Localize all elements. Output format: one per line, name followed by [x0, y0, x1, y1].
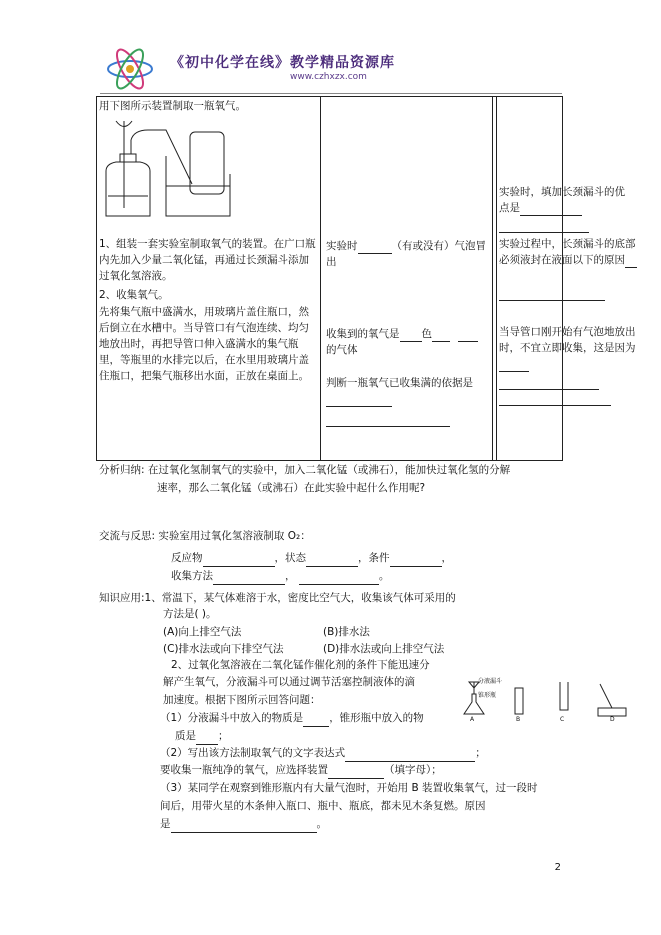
answer-blank[interactable]: [432, 341, 450, 342]
question-bubble-timing: [499, 324, 639, 372]
question-bubble-timing-text: 当导管口刚开始有气泡地放出时，不宜立即收集，这是因为: [499, 326, 636, 354]
answer-blank[interactable]: [520, 215, 582, 216]
question-liquid-seal-text: 实验过程中，长颈漏斗的底部必须液封在液面以下的原因: [499, 238, 636, 266]
state-label: ，状态: [274, 552, 306, 564]
answer-blank[interactable]: [400, 341, 422, 342]
procedure-step-2-body: 先将集气瓶中盛满水，用玻璃片盖住瓶口，然后倒立在水槽中。当导管口有气泡连续、均匀地放出时，再把导管口伸入盛满水的集气瓶里，等瓶里的水排完以后，在水里用玻璃片盖住瓶口，把集气瓶移出水面，正放在桌面上。: [99, 306, 309, 382]
collect-label: 收集方法: [171, 570, 213, 582]
observation-full-text: 判断一瓶氧气已收集满的依据是: [326, 377, 473, 389]
knowledge-s2-cont: [160, 761, 442, 779]
analysis-text-1: 在过氧化氢制氧气的实验中，加入二氧化锰（或沸石），能加快过氧化氢的分解: [147, 464, 511, 476]
reflection-label: 交流与反思:: [99, 530, 156, 542]
knowledge-s1-d: ；: [218, 730, 229, 742]
answer-line[interactable]: [499, 300, 605, 301]
knowledge-q1-text: 1、常温下，某气体难溶于水，密度比空气大，收集该气体可采用的: [144, 592, 456, 604]
question-funnel-advantage: [499, 184, 635, 216]
observation-bubbles-a: 实验时: [326, 240, 358, 252]
banner-url: www.czhxzx.com: [290, 72, 367, 82]
atom-logo-icon: [100, 47, 160, 91]
knowledge-s3-cont: [160, 815, 327, 833]
reason-blank[interactable]: [171, 832, 317, 833]
page-number: 2: [554, 862, 561, 873]
option-a[interactable]: (A)向上排空气法: [163, 626, 242, 638]
observation-bubbles: [326, 238, 492, 270]
knowledge-s1: [160, 709, 424, 727]
analysis-line-1: [99, 461, 510, 479]
apparatus-abcd-figure: [460, 676, 630, 726]
banner-title: 《初中化学在线》教学精品资源库: [170, 55, 395, 71]
knowledge-s3-c: 是: [160, 818, 171, 830]
knowledge-q2-line-2: 解产生氧气，分液漏斗可以通过调节活塞控制液体的滴: [163, 676, 415, 688]
column-divider: [496, 96, 497, 461]
collect-blank-1[interactable]: [213, 584, 285, 585]
figure-label-d: D: [610, 716, 615, 723]
reflection-intro-text: 实验室用过氧化氢溶液制取 O₂：: [158, 530, 311, 542]
figure-label-a: A: [470, 716, 475, 723]
apparatus-figure: [100, 116, 232, 220]
answer-line[interactable]: [499, 232, 589, 233]
option-c[interactable]: (C)排水法或向下排空气法: [163, 643, 284, 655]
knowledge-s1-c: 质是: [175, 730, 196, 742]
procedure-step-2-title: 2、收集氧气。: [99, 289, 169, 301]
answer-blank[interactable]: [499, 371, 529, 372]
answer-blank[interactable]: [458, 341, 478, 342]
funnel-substance-blank[interactable]: [303, 726, 329, 727]
answer-blank[interactable]: [358, 253, 392, 254]
observation-color-c: 的气体: [326, 344, 358, 356]
procedure-intro: 用下图所示装置制取一瓶氧气。: [99, 100, 246, 112]
knowledge-s1-b: ，锥形瓶中放入的物: [329, 712, 424, 724]
banner-divider: [100, 93, 562, 94]
knowledge-s2-c: 要收集一瓶纯净的氧气，应选择装置: [160, 764, 328, 776]
observation-color-b: 色: [421, 328, 432, 340]
answer-blank[interactable]: [625, 267, 637, 268]
knowledge-s3-d: 。: [316, 818, 327, 830]
answer-line[interactable]: [499, 405, 611, 406]
option-d[interactable]: (D)排水法或向上排空气法: [323, 643, 445, 655]
procedure-step-1: 1、组装一套实验室制取氧气的装置。在广口瓶内先加入少量二氧化锰，再通过长颈漏斗添加过氧化氢溶液。: [99, 238, 316, 282]
knowledge-label: 知识应用:: [99, 592, 145, 604]
answer-line[interactable]: [499, 389, 599, 390]
question-funnel-advantage-text: 实验时，填加长颈漏斗的优点是: [499, 186, 625, 214]
knowledge-q2-line-3: 加速度。根据下图所示回答问题：: [163, 694, 321, 706]
knowledge-q1b: 方法是( )。: [163, 608, 217, 620]
analysis-label: 分析归纳:: [99, 464, 145, 476]
condition-blank[interactable]: [390, 566, 442, 567]
figure-label-funnel: 分液漏斗: [478, 678, 503, 685]
reflection-end: 。: [378, 570, 390, 582]
figure-label-b: B: [516, 716, 521, 723]
reflection-intro: [99, 527, 311, 545]
reflection-row-1: 反应物 ，状态 ，条件 ，: [171, 549, 452, 567]
answer-line[interactable]: [326, 426, 450, 427]
figure-label-flask: 锥形瓶: [478, 692, 497, 699]
reflection-row-2: 收集方法 ， 。: [171, 567, 389, 585]
knowledge-q2-line-1: 2、过氧化氢溶液在二氧化锰作催化剂的条件下能迅速分: [171, 659, 430, 671]
knowledge-s1-a: （1）分液漏斗中放入的物质是: [160, 712, 304, 724]
observation-color-a: 收集到的氧气是: [326, 328, 400, 340]
answer-blank[interactable]: [326, 406, 392, 407]
knowledge-s2: [160, 744, 486, 762]
knowledge-s1-cont: [175, 727, 229, 745]
knowledge-s3-a: （3）某同学在观察到锥形瓶内有大量气泡时，开始用 B 装置收集氧气，过一段时: [160, 782, 538, 794]
observation-full: [326, 375, 492, 407]
figure-label-c: C: [560, 716, 565, 723]
question-liquid-seal: [499, 236, 637, 268]
observation-color: [326, 326, 492, 358]
knowledge-q1: [99, 589, 456, 607]
analysis-line-2: 速率，那么二氧化锰（或沸石）在此实验中起什么作用呢?: [157, 482, 426, 494]
option-b[interactable]: (B)排水法: [323, 626, 370, 638]
condition-label: ，条件: [358, 552, 390, 564]
collect-blank-2[interactable]: [299, 584, 379, 585]
observation-bubbles-b: （有或没有）气泡冒出: [326, 240, 486, 268]
knowledge-s2-a: （2）写出该方法制取氧气的文字表达式: [160, 747, 346, 759]
knowledge-s3-b: 间后，用带火星的木条伸入瓶口、瓶中、瓶底，都未见木条复燃。原因: [160, 800, 486, 812]
knowledge-s2-b: ；: [475, 747, 486, 759]
reactant-label: 反应物: [171, 552, 203, 564]
knowledge-s2-d: （填字母）；: [384, 764, 442, 776]
